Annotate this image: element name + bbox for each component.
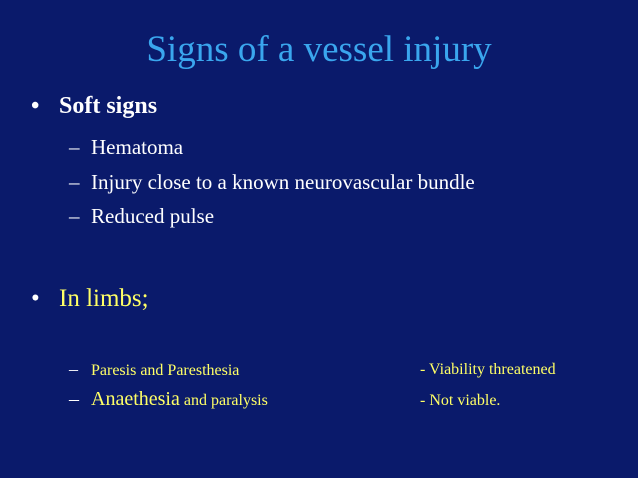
dash-icon: – [69, 135, 80, 159]
bullet-dot-icon: • [31, 93, 40, 119]
soft-sign-item [69, 134, 183, 160]
soft-signs-heading: Soft signs [59, 93, 158, 119]
soft-sign-text: Hematoma [91, 135, 184, 159]
limb-sign-text: Paresis and Paresthesia [91, 362, 240, 379]
bullet-soft-signs [31, 91, 157, 121]
dash-icon: – [69, 170, 80, 194]
soft-sign-text: Injury close to a known neurovascular bundle [91, 170, 475, 194]
limb-sign-text-rest: and paralysis [179, 392, 268, 409]
limb-sign-item [69, 386, 268, 414]
soft-sign-item [69, 169, 475, 195]
soft-sign-text: Reduced pulse [91, 204, 215, 228]
dash-icon: – [69, 388, 79, 410]
bullet-in-limbs [31, 284, 149, 314]
limb-sign-text-main: Anaethesia [91, 388, 180, 410]
soft-sign-item [69, 203, 214, 229]
limb-sign-outcome: - Not viable. [420, 392, 501, 409]
bullet-dot-icon: • [31, 285, 40, 312]
in-limbs-heading: In limbs; [59, 285, 149, 312]
limb-sign-item [69, 358, 239, 382]
limb-sign-outcome: - Viability threatened [420, 361, 556, 378]
slide-title: Signs of a vessel injury [146, 29, 492, 70]
dash-icon: – [69, 204, 80, 228]
dash-icon: – [69, 359, 78, 379]
